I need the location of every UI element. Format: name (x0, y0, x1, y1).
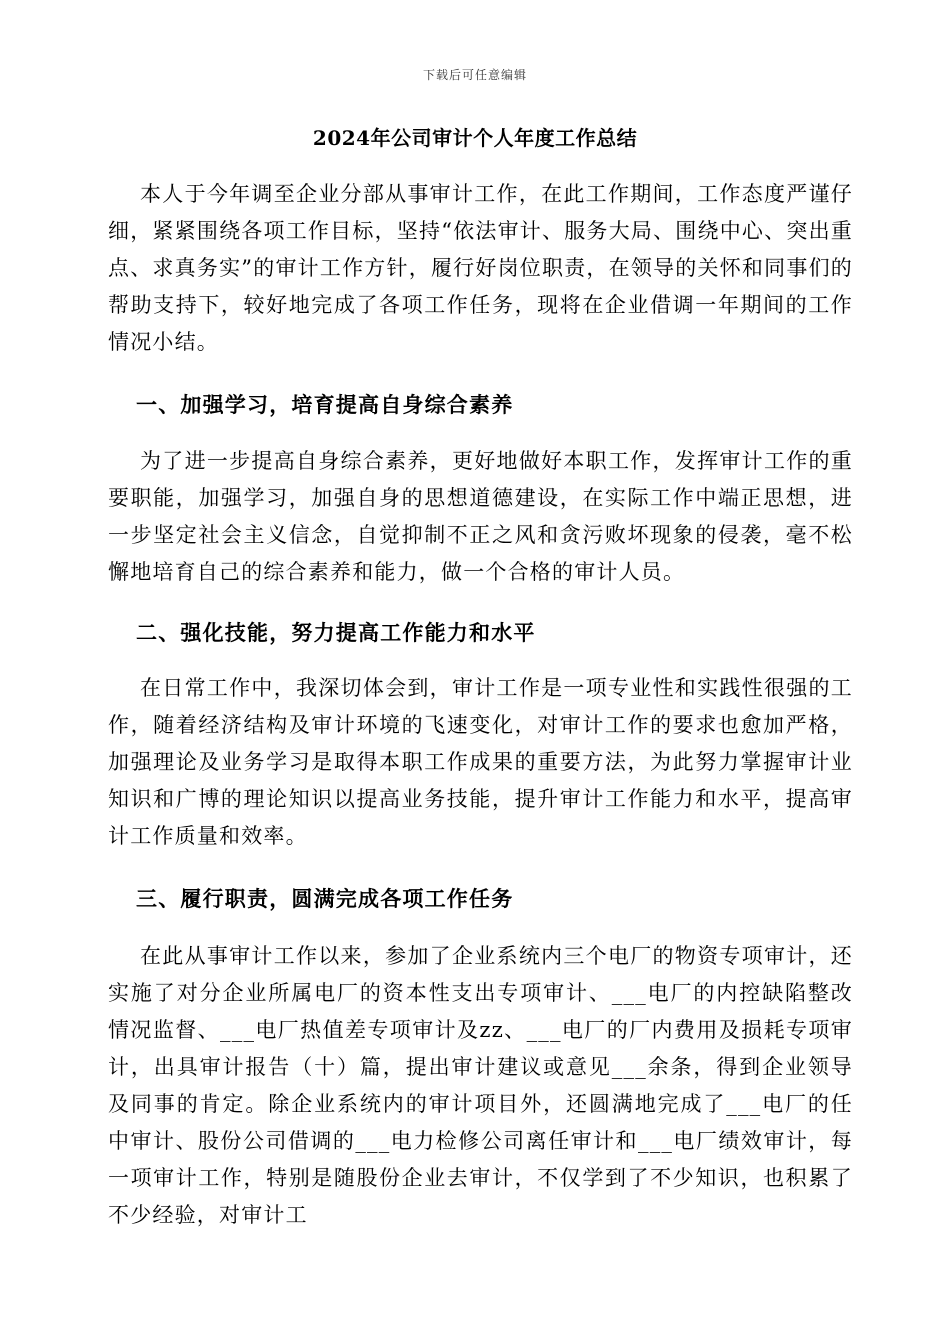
section-1-heading: 一、加强学习，培育提高自身综合素养 (136, 392, 514, 417)
section-3-heading: 三、履行职责，圆满完成各项工作任务 (136, 886, 514, 911)
section-1-paragraph: 为了进一步提高自身综合素养，更好地做好本职工作，发挥审计工作的重要职能，加强学习，加强自身的思想道德建设，在实际工作中端正思想，进一步坚定社会主义信念，自觉抑制不正之风和贪污败坏现象的侵袭，毫不松懈地培育自己的综合素养和能力，做一个合格的审计人员。 (108, 449, 853, 584)
section-3-paragraph: 在此从事审计工作以来，参加了企业系统内三个电厂的物资专项审计，还实施了对分企业所属电厂的资本性支出专项审计、___电厂的内控缺陷整改情况监督、___电厂热值差专项审计及zz、___电厂的厂内费用及损耗专项审计，出具审计报告（十）篇，提出审计建议或意见___余条，得到企业领导及同事的肯定。除企业系统内的审计项目外，还圆满地完成了___电厂的任中审计、股份公司借调的___电力检修公司离任审计和___电厂绩效审计，每一项审计工作，特别是随股份企业去审计，不仅学到了不少知识，也积累了不少经验，对审计工 (108, 944, 853, 1227)
intro-paragraph: 本人于今年调至企业分部从事审计工作，在此工作期间，工作态度严谨仔细，紧紧围绕各项工作目标，坚持“依法审计、服务大局、围绕中心、突出重点、求真务实”的审计工作方针，履行好岗位职责，在领导的关怀和同事们的帮助支持下，较好地完成了各项工作任务，现将在企业借调一年期间的工作情况小结。 (108, 182, 853, 354)
section-2-paragraph: 在日常工作中，我深切体会到，审计工作是一项专业性和实践性很强的工作，随着经济结构及审计环境的飞速变化，对审计工作的要求也愈加严格，加强理论及业务学习是取得本职工作成果的重要方法，为此努力掌握审计业知识和广博的理论知识以提高业务技能，提升审计工作能力和水平，提高审计工作质量和效率。 (108, 676, 853, 848)
section-2-heading: 二、强化技能，努力提高工作能力和水平 (136, 620, 536, 645)
header-note: 下载后可任意编辑 (422, 68, 527, 82)
document-title: 2024年公司审计个人年度工作总结 (312, 126, 638, 150)
